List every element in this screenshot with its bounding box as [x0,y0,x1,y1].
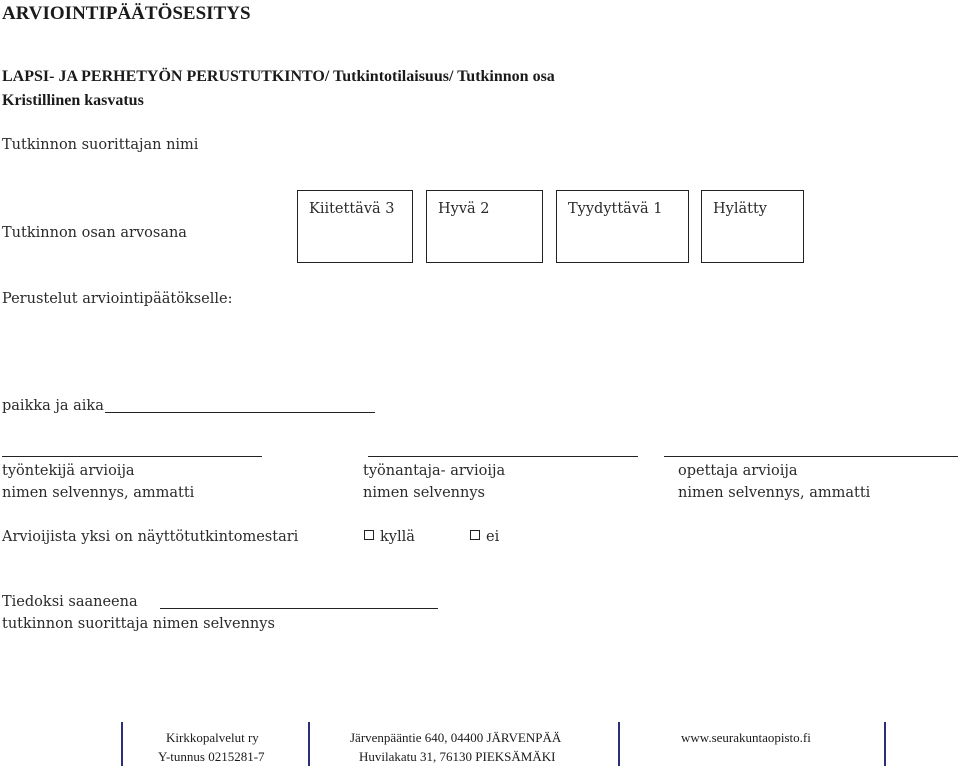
acknowledged-signature-line[interactable] [160,608,438,609]
grade-label-hylatty: Hylätty [713,201,767,217]
footer-address-1: Järvenpääntie 640, 04400 JÄRVENPÄÄ [350,730,562,745]
module-heading: Kristillinen kasvatus [2,92,144,109]
footer-divider [308,722,310,766]
option-no[interactable] [470,529,499,545]
option-no-label: ei [486,529,500,545]
footer-website[interactable]: www.seurakuntaopisto.fi [681,730,811,745]
signature-detail-employee: nimen selvennys, ammatti [2,485,195,501]
grade-box-hyva[interactable] [426,190,543,263]
qualification-heading: LAPSI- JA PERHETYÖN PERUSTUTKINTO/ Tutkintotilaisuus/ Tutkinnon osa [2,68,555,85]
footer-org-name: Kirkkopalvelut ry [166,730,259,745]
footer-divider [884,722,886,766]
checkbox-yes[interactable] [364,530,374,540]
grade-label: Tutkinnon osan arvosana [2,225,187,241]
grade-box-kiitettava[interactable] [297,190,413,263]
signature-role-employer: työnantaja- arvioija [363,463,506,479]
signature-role-employee: työntekijä arvioija [2,463,135,479]
signature-detail-employer: nimen selvennys [363,485,485,501]
document-title: ARVIOINTIPÄÄTÖSESITYS [2,3,251,24]
option-yes-label: kyllä [380,529,415,545]
signature-line-employer[interactable] [368,456,638,457]
place-time-label: paikka ja aika [2,398,104,414]
acknowledged-detail: tutkinnon suorittaja nimen selvennys [2,616,275,632]
place-time-line[interactable] [105,412,375,413]
signature-line-teacher[interactable] [664,456,958,457]
grade-label-hyva: Hyvä 2 [438,201,490,217]
footer-divider [618,722,620,766]
option-yes[interactable] [364,529,415,545]
grade-label-kiitettava: Kiitettävä 3 [309,201,395,217]
grade-box-hylatty[interactable] [701,190,804,263]
footer-divider [121,722,123,766]
master-question-label: Arvioijista yksi on näyttötutkintomestari [2,529,299,545]
footer-address-2: Huvilakatu 31, 76130 PIEKSÄMÄKI [359,749,556,764]
footer-business-id: Y-tunnus 0215281-7 [158,749,265,764]
justification-label: Perustelut arviointipäätökselle: [2,291,233,307]
signature-role-teacher: opettaja arvioija [678,463,798,479]
grade-box-tyydyttava[interactable] [556,190,689,263]
acknowledged-label: Tiedoksi saaneena [2,594,138,610]
signature-line-employee[interactable] [2,456,262,457]
candidate-name-label: Tutkinnon suorittajan nimi [2,137,199,153]
grade-label-tyydyttava: Tyydyttävä 1 [568,201,663,217]
signature-detail-teacher: nimen selvennys, ammatti [678,485,871,501]
checkbox-no[interactable] [470,530,480,540]
